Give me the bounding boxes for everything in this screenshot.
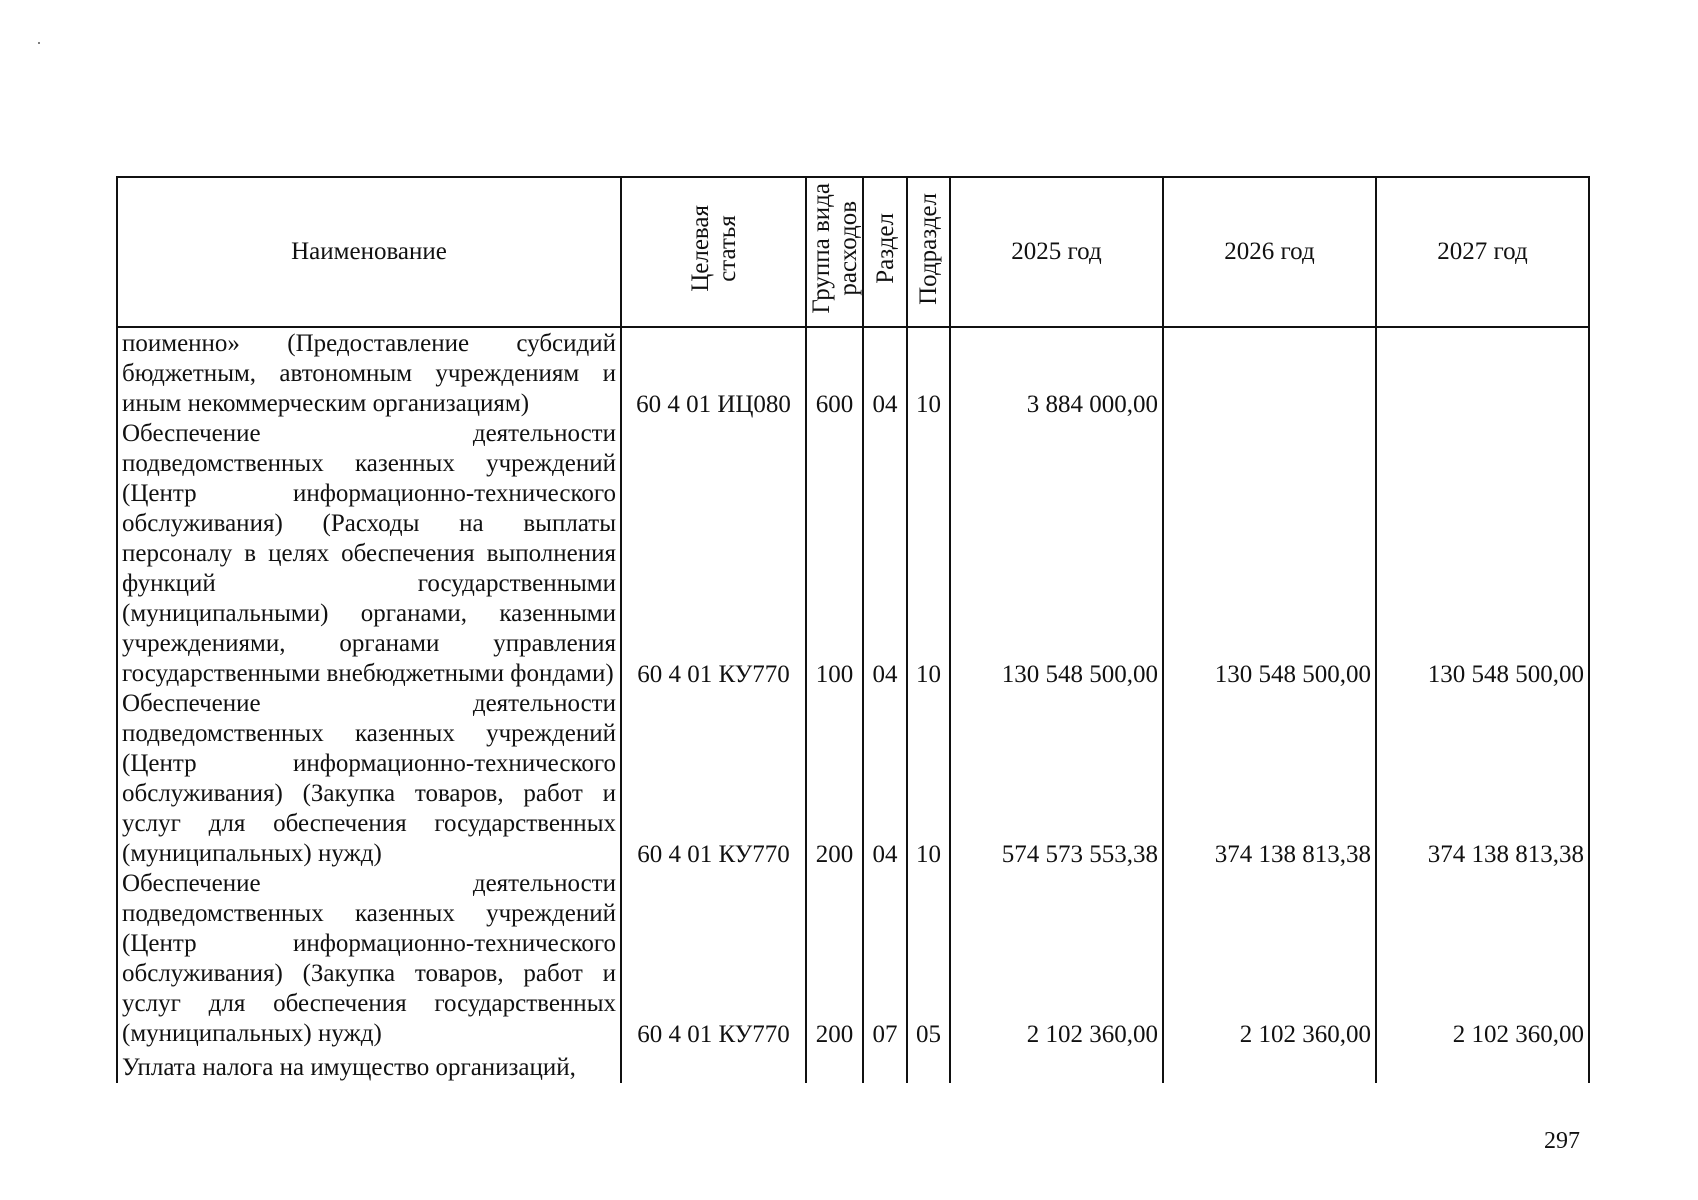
- row-name: Обеспечение деятельности подведомственных казенных учреждений (Центр информационно-технического обслуживания) (Закупка товаров, работ и услуг для обеспечения государственных (муниципальных) нужд): [117, 689, 621, 869]
- header-expense-group: [806, 177, 863, 327]
- row-amount-2025: 130 548 500,00: [950, 419, 1163, 689]
- row-amount-2026: [1163, 327, 1376, 419]
- header-section: [863, 177, 907, 327]
- header-name: Наименование: [117, 177, 621, 327]
- row-amount-2026: 374 138 813,38: [1163, 689, 1376, 869]
- row-amount-2025: 3 884 000,00: [950, 327, 1163, 419]
- row-section: 04: [863, 419, 907, 689]
- row-subsection: 10: [907, 689, 950, 869]
- row-amount-2025: 2 102 360,00: [950, 869, 1163, 1049]
- row-amount-2026: 130 548 500,00: [1163, 419, 1376, 689]
- row-section: 04: [863, 327, 907, 419]
- row-name: Обеспечение деятельности подведомственных казенных учреждений (Центр информационно-технического обслуживания) (Расходы на выплаты персоналу в целях обеспечения выполнения функций государственными (муниципальными) органами, казенными учреждениями, органами управления государственными внебюджетными фондами): [117, 419, 621, 689]
- table-row: [117, 327, 1589, 419]
- row-name: поименно» (Предоставление субсидий бюджетным, автономным учреждениям и иным некоммерческим организациям): [117, 327, 621, 419]
- header-2026: 2026 год: [1163, 177, 1376, 327]
- row-name: Уплата налога на имущество организаций,: [117, 1049, 621, 1083]
- row-amount-2025: [950, 1049, 1163, 1083]
- row-expense-group: 200: [806, 689, 863, 869]
- header-target-article-label: Целевая статья: [686, 205, 741, 292]
- row-subsection: [907, 1049, 950, 1083]
- row-expense-group: 600: [806, 327, 863, 419]
- header-section-label: Раздел: [871, 213, 899, 284]
- table-header-row: [117, 177, 1589, 327]
- header-expense-group-label: Группа вида расходов: [807, 183, 862, 314]
- row-target-article: 60 4 01 КУ770: [621, 689, 806, 869]
- header-subsection-label: Подраздел: [915, 192, 942, 305]
- row-section: [863, 1049, 907, 1083]
- row-amount-2025: 574 573 553,38: [950, 689, 1163, 869]
- row-subsection: 05: [907, 869, 950, 1049]
- row-amount-2027: 374 138 813,38: [1376, 689, 1589, 869]
- row-section: 07: [863, 869, 907, 1049]
- row-target-article: 60 4 01 КУ770: [621, 419, 806, 689]
- row-subsection: 10: [907, 419, 950, 689]
- row-expense-group: 200: [806, 869, 863, 1049]
- row-amount-2027: 2 102 360,00: [1376, 869, 1589, 1049]
- table-row: [117, 689, 1589, 869]
- header-2027: 2027 год: [1376, 177, 1589, 327]
- budget-table: [116, 176, 1590, 1083]
- row-expense-group: [806, 1049, 863, 1083]
- table-row: [117, 869, 1589, 1049]
- row-amount-2027: 130 548 500,00: [1376, 419, 1589, 689]
- row-target-article: 60 4 01 КУ770: [621, 869, 806, 1049]
- row-section: 04: [863, 689, 907, 869]
- header-2025: 2025 год: [950, 177, 1163, 327]
- table-row: [117, 1049, 1589, 1083]
- header-subsection: [907, 177, 950, 327]
- row-target-article: 60 4 01 ИЦ080: [621, 327, 806, 419]
- table-row: [117, 419, 1589, 689]
- row-subsection: 10: [907, 327, 950, 419]
- row-name: Обеспечение деятельности подведомственных казенных учреждений (Центр информационно-технического обслуживания) (Закупка товаров, работ и услуг для обеспечения государственных (муниципальных) нужд): [117, 869, 621, 1049]
- row-amount-2027: [1376, 327, 1589, 419]
- row-amount-2026: 2 102 360,00: [1163, 869, 1376, 1049]
- row-amount-2027: [1376, 1049, 1589, 1083]
- scan-speck: [38, 42, 40, 44]
- row-expense-group: 100: [806, 419, 863, 689]
- row-target-article: [621, 1049, 806, 1083]
- row-amount-2026: [1163, 1049, 1376, 1083]
- header-target-article: [621, 177, 806, 327]
- page-number: 297: [1544, 1128, 1580, 1154]
